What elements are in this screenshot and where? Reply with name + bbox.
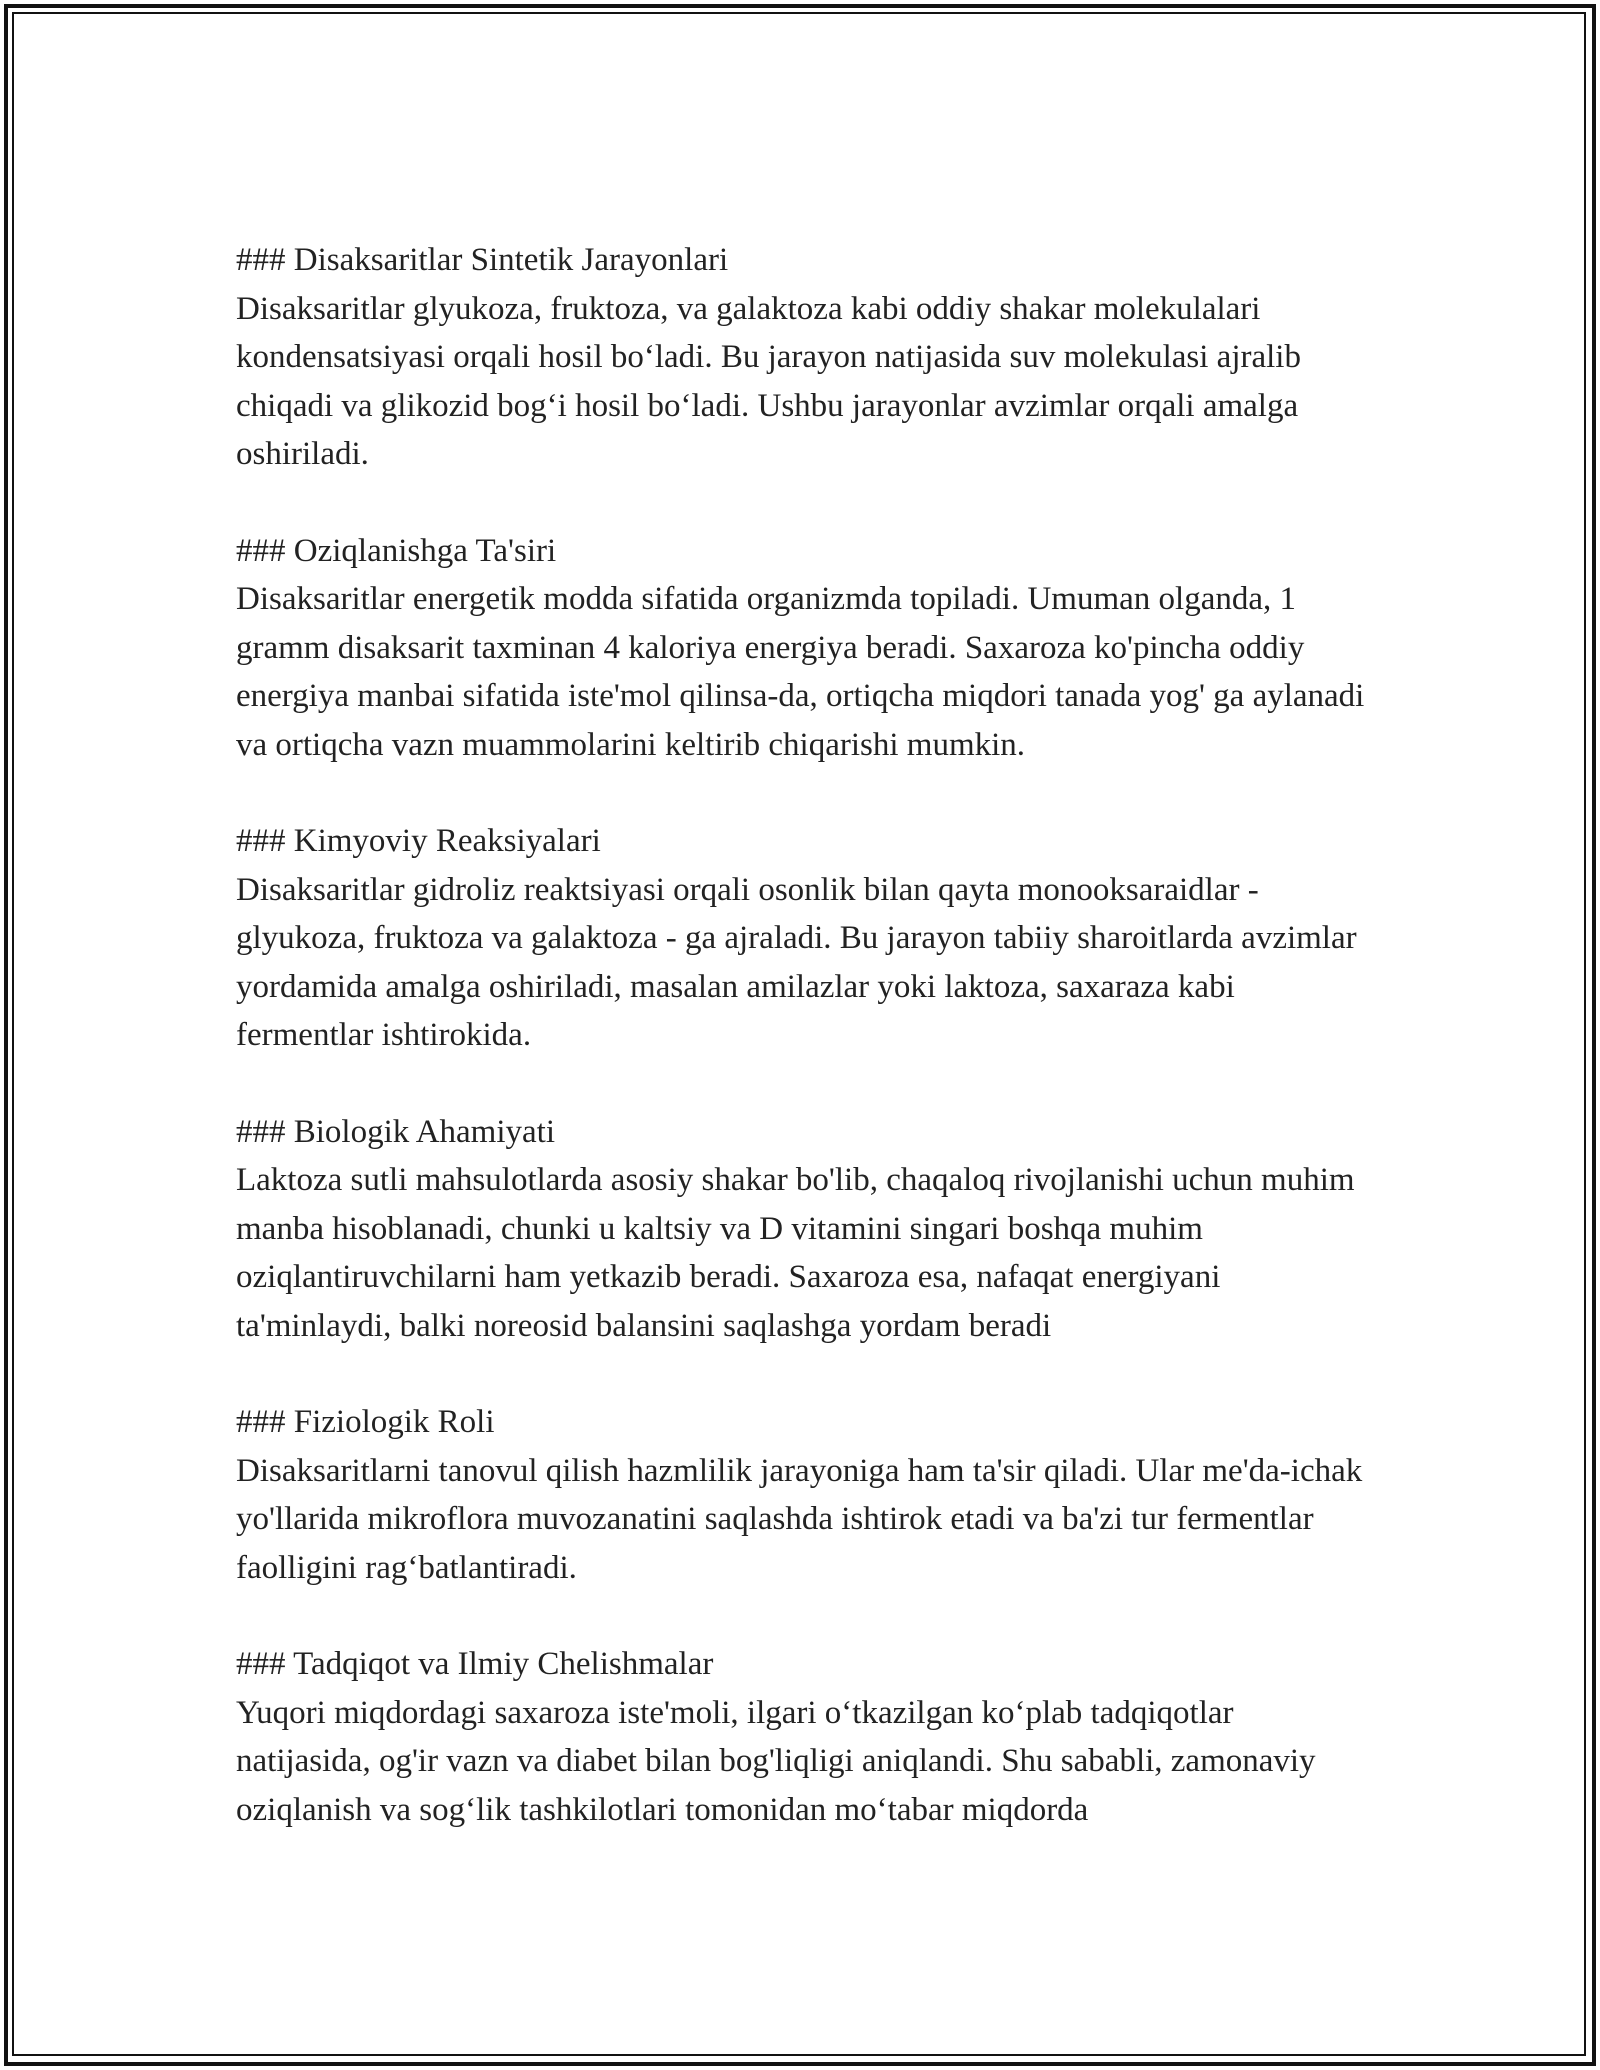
section-paragraph: Disaksaritlar glyukoza, fruktoza, va galaktoza kabi oddiy shakar molekulalari kondensatsiyasi orqali hosil bo‘ladi. Bu jarayon natijasida suv molekulasi ajralib chiqadi va glikozid bog‘i hosil bo‘ladi. Ushbu jarayonlar avzimlar orqali amalga oshiriladi. bbox=[236, 290, 1301, 472]
section-heading: ### Biologik Ahamiyati bbox=[236, 1113, 555, 1150]
section-heading: ### Kimyoviy Reaksiyalari bbox=[236, 823, 601, 859]
section-research bbox=[236, 1640, 1366, 1834]
section-paragraph: Disaksaritlar gidroliz reaktsiyasi orqali osonlik bilan qayta monooksaraidlar - glyukoza, fruktoza va galaktoza - ga ajraladi. Bu jarayon tabiiy sharoitlarda avzimlar yordamida amalga oshiriladi, masalan amilazlar yoki laktoza, saxaraza kabi fermentlar ishtirokida. bbox=[236, 871, 1357, 1053]
section-synthesis bbox=[236, 236, 1366, 479]
section-heading: ### Disaksaritlar Sintetik Jarayonlari bbox=[236, 242, 729, 278]
section-chemical-reactions bbox=[236, 817, 1366, 1060]
section-heading: ### Fiziologik Roli bbox=[236, 1404, 495, 1440]
section-paragraph: Yuqori miqdordagi saxaroza iste'moli, ilgari o‘tkazilgan ko‘plab tadqiqotlar natijasida, og'ir vazn va diabet bilan bog'liqligi aniqlandi. Shu sababli, zamonaviy oziqlanish va sog‘lik tashkilotlari tomonidan mo‘tabar miqdorda bbox=[236, 1694, 1316, 1828]
section-paragraph: Laktoza sutli mahsulotlarda asosiy shakar bo'lib, chaqaloq rivojlanishi uchun muhim manba hisoblanadi, chunki u kaltsiy va D vitamini singari boshqa muhim oziqlantiruvchilarni ham yetkazib beradi. Saxaroza esa, nafaqat energiyani ta'minlaydi, balki noreosid balansini saqlashga yordam beradi bbox=[236, 1162, 1355, 1344]
section-biological-importance bbox=[236, 1108, 1366, 1351]
section-nutrition bbox=[236, 527, 1366, 770]
section-heading: ### Oziqlanishga Ta'siri bbox=[236, 532, 557, 569]
section-heading: ### Tadqiqot va Ilmiy Chelishmalar bbox=[236, 1646, 714, 1682]
document-body bbox=[236, 236, 1366, 1882]
section-paragraph: Disaksaritlarni tanovul qilish hazmlilik jarayoniga ham ta'sir qiladi. Ular me'da-ichak yo'llarida mikroflora muvozanatini saqlashda ishtirok etadi va ba'zi tur fermentlar faolligini rag‘batlantiradi. bbox=[236, 1452, 1363, 1586]
section-paragraph: Disaksaritlar energetik modda sifatida organizmda topiladi. Umuman olganda, 1 gramm disaksarit taxminan 4 kaloriya energiya beradi. Saxaroza ko'pincha oddiy energiya manbai sifatida iste'mol qilinsa-da, ortiqcha miqdori tanada yog' ga aylanadi va ortiqcha vazn muammolarini keltirib chiqarishi mumkin. bbox=[236, 581, 1365, 763]
section-physiological-role bbox=[236, 1398, 1366, 1592]
